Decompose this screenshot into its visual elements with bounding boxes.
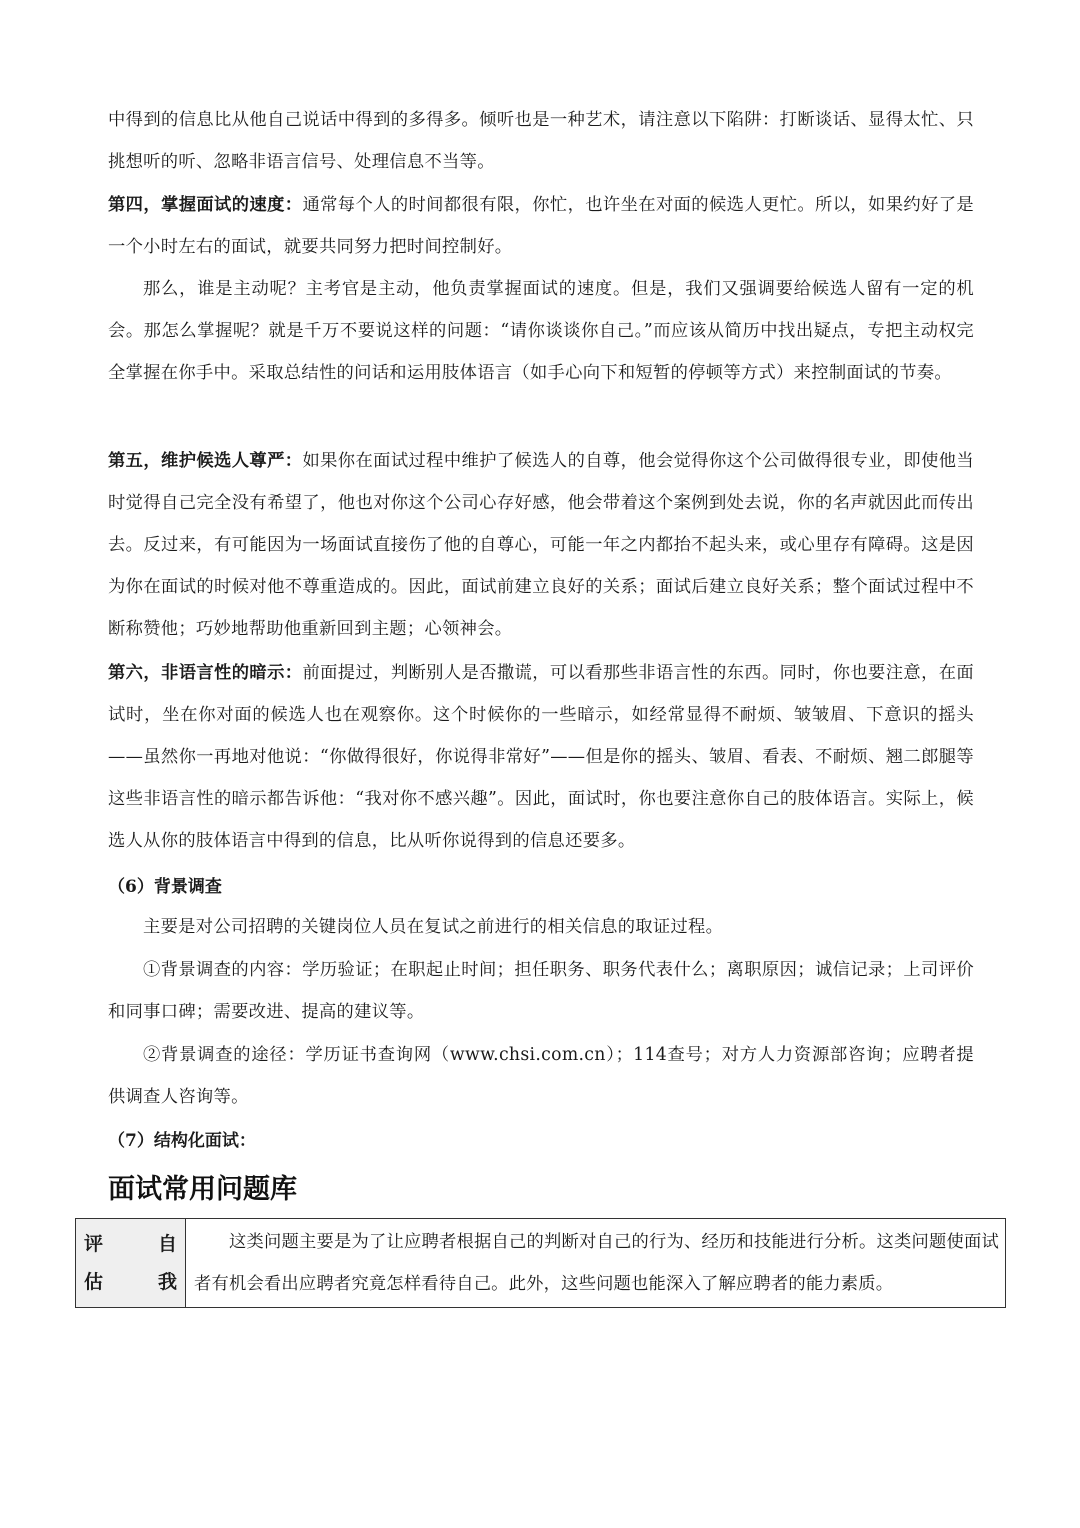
paragraph-background-channels xyxy=(108,1034,974,1118)
paragraph-text: 中得到的信息比从他自己说话中得到的多得多。倾听也是一种艺术，请注意以下陷阱：打断谈话、显得太忙、只挑想听的听、忽略非语言信号、处理信息不当等。 xyxy=(108,110,974,172)
paragraph-text: 通常每个人的时间都很有限，你忙，也许坐在对面的候选人更忙。所以，如果约好了是一个小时左右的面试，就要共同努力把时间控制好。 xyxy=(108,195,974,257)
category-char: 我 xyxy=(157,1271,177,1293)
subheading-background-check: （6）背景调查 xyxy=(108,877,222,897)
paragraph-nonverbal xyxy=(108,652,974,862)
paragraph-text: 如果你在面试过程中维护了候选人的自尊，他会觉得你这个公司做得很专业，即使他当时觉得自己完全没有希望了，他也对你这个公司心存好感，他会带着这个案例到处去说，你的名声就因此而传出去。反过来，有可能因为一场面试直接伤了他的自尊心，可能一年之内都抬不起头来，或心里存有障碍。这是因为你在面试的时候对他不尊重造成的。因此，面试前建立良好的关系；面试后建立良好关系；整个面试过程中不断称赞他；巧妙地帮助他重新回到主题；心领神会。 xyxy=(108,451,974,639)
paragraph-background-intro xyxy=(108,906,974,948)
section-title: 面试常用问题库 xyxy=(108,1174,297,1205)
paragraph-listening xyxy=(108,99,974,183)
paragraph-lead: 第四，掌握面试的速度： xyxy=(108,195,303,215)
table-row xyxy=(76,1219,1006,1308)
category-line xyxy=(84,1225,177,1263)
paragraph-dignity xyxy=(108,440,974,650)
paragraph-lead: 第六，非语言性的暗示： xyxy=(108,663,303,683)
category-char: 评 xyxy=(84,1233,104,1255)
paragraph-text: 主要是对公司招聘的关键岗位人员在复试之前进行的相关信息的取证过程。 xyxy=(143,917,724,937)
category-cell xyxy=(76,1219,186,1308)
category-char: 自 xyxy=(157,1233,177,1255)
paragraph-pace xyxy=(108,184,974,268)
paragraph-background-content xyxy=(108,949,974,1033)
paragraph-text: ①背景调查的内容：学历验证；在职起止时间；担任职务、职务代表什么；离职原因；诚信记录；上司评价和同事口碑；需要改进、提高的建议等。 xyxy=(108,960,974,1022)
paragraph-text: ②背景调查的途径：学历证书查询网（www.chsi.com.cn）；114查号；对方人力资源部咨询；应聘者提供调查人咨询等。 xyxy=(108,1045,974,1107)
paragraph-lead: 第五，维护候选人尊严： xyxy=(108,451,303,471)
category-line xyxy=(84,1263,177,1301)
paragraph-text: 前面提过，判断别人是否撒谎，可以看那些非语言性的东西。同时，你也要注意，在面试时，坐在你对面的候选人也在观察你。这个时候你的一些暗示，如经常显得不耐烦、皱皱眉、下意识的摇头——虽然你一再地对他说：“你做得很好，你说得非常好”——但是你的摇头、皱眉、看表、不耐烦、翘二郎腿等这些非语言性的暗示都告诉他：“我对你不感兴趣”。因此，面试时，你也要注意你自己的肢体语言。实际上，候选人从你的肢体语言中得到的信息，比从听你说得到的信息还要多。 xyxy=(108,663,974,851)
description-cell: 这类问题主要是为了让应聘者根据自己的判断对自己的行为、经历和技能进行分析。这类问题使面试者有机会看出应聘者究竟怎样看待自己。此外，这些问题也能深入了解应聘者的能力素质。 xyxy=(186,1219,1006,1308)
question-bank-table xyxy=(75,1218,1006,1308)
category-char: 估 xyxy=(84,1271,104,1293)
paragraph-text: 那么，谁是主动呢？主考官是主动，他负责掌握面试的速度。但是，我们又强调要给候选人留有一定的机会。那怎么掌握呢？就是千万不要说这样的问题：“请你谈谈你自己。”而应该从简历中找出疑点，专把主动权完全掌握在你手中。采取总结性的问话和运用肢体语言（如手心向下和短暂的停顿等方式）来控制面试的节奏。 xyxy=(108,279,974,383)
paragraph-initiative xyxy=(108,268,974,394)
subheading-structured-interview: （7）结构化面试： xyxy=(108,1131,256,1151)
